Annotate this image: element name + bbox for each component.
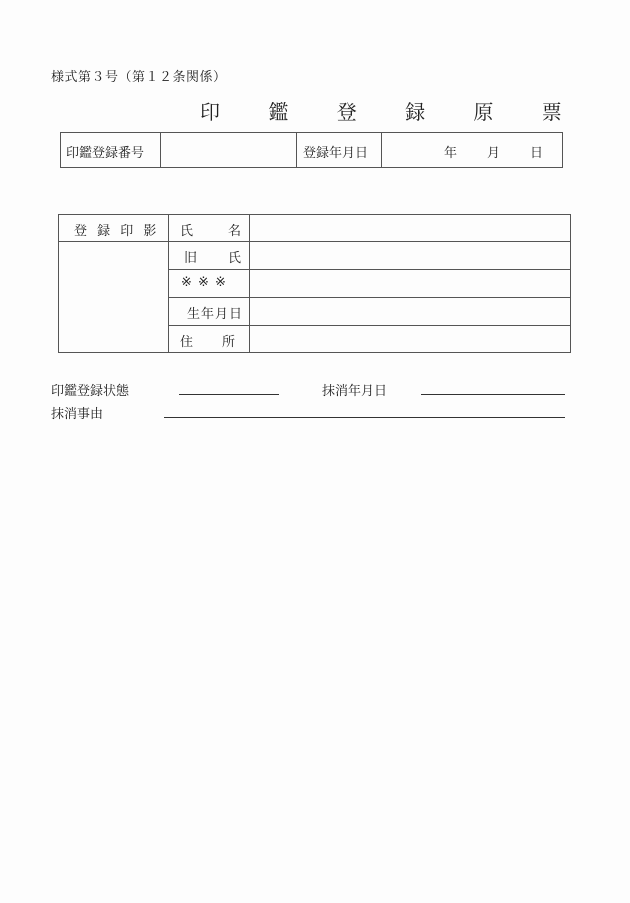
seal-status-field[interactable] (179, 394, 279, 395)
divider (60, 167, 563, 168)
seal-impression-label: 登 録 印 影 (74, 224, 160, 239)
former-surname-label-b: 氏 (228, 251, 242, 266)
address-label-a: 住 (180, 335, 194, 350)
divider (58, 352, 571, 353)
divider (168, 325, 571, 326)
divider (58, 241, 571, 242)
divider (562, 132, 563, 168)
reg-date-label: 登録年月日 (303, 146, 369, 161)
divider (160, 132, 161, 168)
reg-number-field[interactable] (162, 134, 295, 166)
cancel-reason-label: 抹消事由 (51, 407, 104, 422)
cancel-reason-field[interactable] (164, 417, 565, 418)
birth-date-label: 生年月日 (187, 307, 244, 322)
reserved-field[interactable] (252, 271, 568, 296)
divider (249, 214, 250, 353)
divider (58, 214, 571, 215)
divider (60, 132, 563, 133)
seal-impression-area (60, 243, 167, 351)
name-field[interactable] (252, 216, 568, 240)
divider (168, 269, 571, 270)
name-label-a: 氏 (180, 224, 194, 239)
cancel-date-field[interactable] (421, 394, 565, 395)
divider (296, 132, 297, 168)
cancel-date-label: 抹消年月日 (322, 384, 388, 399)
former-surname-field[interactable] (252, 243, 568, 268)
seal-status-label: 印鑑登録状態 (51, 384, 130, 399)
date-year-label: 年 (444, 146, 458, 161)
former-surname-label-a: 旧 (184, 251, 198, 266)
divider (570, 214, 571, 353)
divider (58, 214, 59, 353)
date-day-label: 日 (530, 146, 544, 161)
page-title: 印 鑑 登 録 原 票 (200, 100, 583, 124)
divider (168, 214, 169, 353)
reserved-label: ※ ※ ※ (181, 275, 227, 290)
reg-number-label: 印鑑登録番号 (66, 146, 145, 161)
divider (168, 297, 571, 298)
birth-date-field[interactable] (252, 299, 568, 324)
address-field[interactable] (252, 327, 568, 351)
divider (381, 132, 382, 168)
form-number: 様式第３号（第１２条関係） (51, 70, 227, 85)
address-label-b: 所 (222, 335, 236, 350)
date-month-label: 月 (487, 146, 501, 161)
name-label-b: 名 (228, 224, 242, 239)
divider (60, 132, 61, 168)
